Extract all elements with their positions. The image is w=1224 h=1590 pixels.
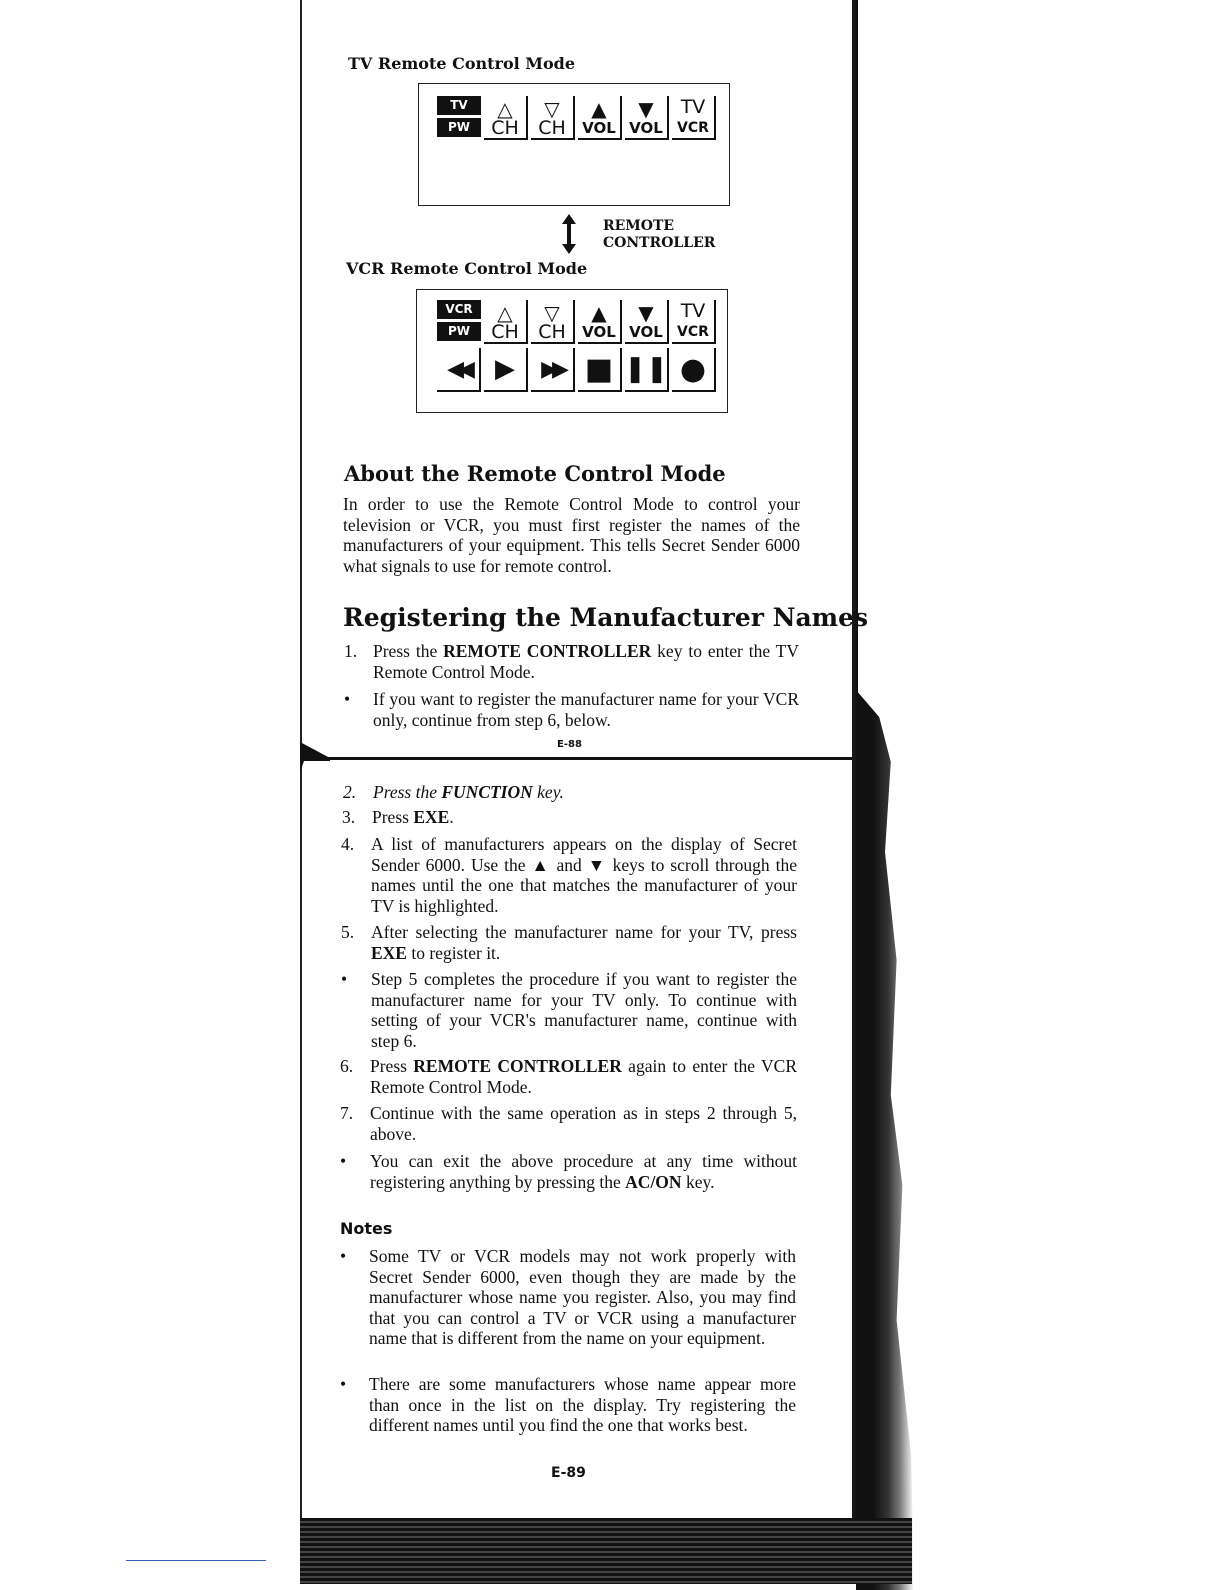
vol-up-icon: ▲	[591, 301, 607, 325]
step-text: Press the	[373, 782, 442, 802]
vol-up-icon: ▲	[591, 97, 607, 121]
key-caption: VOL	[582, 119, 616, 137]
about-heading: About the Remote Control Mode	[344, 461, 726, 486]
step-text: key to enter the TV Remote Control Mode.	[373, 641, 800, 682]
vcr-key-label: VCR	[437, 300, 481, 319]
pw-key-label: PW	[437, 322, 481, 341]
ch-down-key	[531, 300, 575, 344]
about-body: In order to use the Remote Control Mode to control your television or VCR, you must first register the names of the manufacturers of your equipment. This tells Secret Sender 6000 what signals to use for remote control.	[343, 494, 800, 576]
ch-down-key	[531, 96, 575, 140]
page-left-edge	[300, 0, 302, 1584]
vol-down-key	[625, 300, 669, 344]
step-text: to register it.	[406, 942, 501, 963]
key-caption: VOL	[629, 323, 663, 341]
remote-controller-label	[603, 218, 715, 252]
tv-mode-display	[418, 83, 730, 206]
key-name: REMOTE CONTROLLER	[413, 1056, 622, 1076]
key-caption: VOL	[582, 323, 616, 341]
key-caption: CH	[491, 321, 519, 343]
ch-up-icon: △	[497, 97, 513, 121]
up-down-arrow-icon	[560, 214, 578, 254]
key-caption: VOL	[629, 119, 663, 137]
key-caption: VCR	[677, 120, 709, 136]
bullet: •	[340, 1374, 347, 1394]
note-item: Some TV or VCR models may not work properly with Secret Sender 6000, even though they are made by the manufacturer whose name you register. Also, you may find that you can control a TV or VCR using a manufacturer name that is different from the name on your equipment.	[369, 1246, 796, 1348]
vol-up-key	[578, 300, 622, 344]
stop-icon: ■	[578, 348, 622, 392]
ch-up-key	[484, 96, 528, 140]
ch-up-key	[484, 300, 528, 344]
vcr-mode-label: VCR Remote Control Mode	[346, 259, 588, 278]
note-item: There are some manufacturers whose name appear more than once in the list on the display. Try registering the different names until you find the one that works best.	[369, 1374, 796, 1435]
ch-down-icon: ▽	[544, 301, 560, 325]
step-number: 3.	[342, 807, 356, 827]
step-text: After selecting the manufacturer name for your TV, press	[371, 922, 797, 942]
step-text: Press	[370, 1056, 414, 1076]
vol-up-key	[578, 96, 622, 140]
step-text: key.	[532, 782, 564, 802]
step-text: Press	[372, 807, 414, 827]
step-text: You can exit the above procedure at any time without registering anything by pressing the	[370, 1151, 797, 1192]
play-icon: ▶	[484, 348, 528, 392]
step-text: .	[449, 807, 454, 827]
pw-key-label: PW	[437, 118, 481, 137]
key-caption: VCR	[677, 324, 709, 340]
key-name: EXE	[413, 807, 450, 827]
step-1	[373, 641, 799, 682]
step-number: 6.	[340, 1056, 354, 1076]
vol-down-icon: ▼	[638, 301, 654, 325]
step-number: 7.	[340, 1103, 354, 1123]
fast-forward-icon: ▶▶	[531, 348, 575, 392]
scan-artifact-line	[126, 1560, 266, 1561]
rewind-icon: ◀◀	[437, 348, 481, 392]
step-4: A list of manufacturers appears on the display of Secret Sender 6000. Use the ▲ and ▼ keys to scroll through the names until the one that matches the manufacturer of your TV is highlighted.	[371, 834, 797, 916]
key-caption: CH	[538, 117, 566, 139]
key-caption: TV	[680, 96, 706, 118]
ch-up-icon: △	[497, 301, 513, 325]
step-5	[371, 922, 797, 963]
vol-down-icon: ▼	[638, 97, 654, 121]
scan-bottom-band	[300, 1518, 912, 1584]
step-3	[372, 807, 798, 828]
bullet-step5-complete: Step 5 completes the procedure if you want to register the manufacturer name for your TV only. To continue with setting of your VCR's manufacturer name, continue with step 6.	[371, 969, 797, 1051]
step-text: key.	[681, 1171, 715, 1192]
notes-heading: Notes	[340, 1219, 393, 1238]
step-number: 4.	[341, 834, 355, 854]
key-name: AC/ON	[625, 1171, 682, 1192]
bullet: •	[340, 1246, 347, 1266]
page-number: E-89	[551, 1465, 586, 1481]
tv-vcr-key	[672, 96, 716, 140]
step-number: 5.	[341, 922, 355, 942]
key-name: FUNCTION	[441, 782, 533, 802]
tv-key-label: TV	[437, 96, 481, 115]
step-2	[373, 782, 799, 803]
key-caption: CH	[538, 321, 566, 343]
bullet: •	[340, 1151, 347, 1171]
ch-down-icon: ▽	[544, 97, 560, 121]
bullet-exit	[370, 1151, 797, 1192]
pause-icon: ❚❚	[625, 348, 669, 392]
key-name: EXE	[371, 942, 407, 963]
bullet: •	[341, 969, 348, 989]
key-name: REMOTE CONTROLLER	[443, 641, 652, 661]
remote-controller-line1: REMOTE	[603, 218, 675, 234]
tv-mode-label: TV Remote Control Mode	[348, 54, 576, 73]
remote-controller-line2: CONTROLLER	[603, 235, 716, 251]
tv-vcr-key	[672, 300, 716, 344]
bullet: •	[344, 689, 351, 709]
step-7: Continue with the same operation as in steps 2 through 5, above.	[370, 1103, 797, 1144]
record-icon: ●	[672, 348, 716, 392]
page-divider	[302, 757, 852, 760]
page-mark-top: E-88	[557, 739, 582, 750]
bullet-vcr-only: If you want to register the manufacturer name for your VCR only, continue from step 6, below.	[373, 689, 799, 730]
step-number: 2.	[343, 782, 357, 802]
step-6	[370, 1056, 797, 1097]
step-number: 1.	[344, 641, 358, 661]
vcr-pw-key	[437, 300, 481, 344]
key-caption: TV	[680, 300, 706, 322]
tv-pw-key	[437, 96, 481, 140]
registering-heading: Registering the Manufacturer Names	[343, 603, 869, 632]
vol-down-key	[625, 96, 669, 140]
step-text: Press the	[373, 641, 444, 661]
step-text: again to enter the VCR Remote Control Mode.	[370, 1056, 798, 1097]
key-caption: CH	[491, 117, 519, 139]
vcr-mode-display	[416, 289, 728, 413]
